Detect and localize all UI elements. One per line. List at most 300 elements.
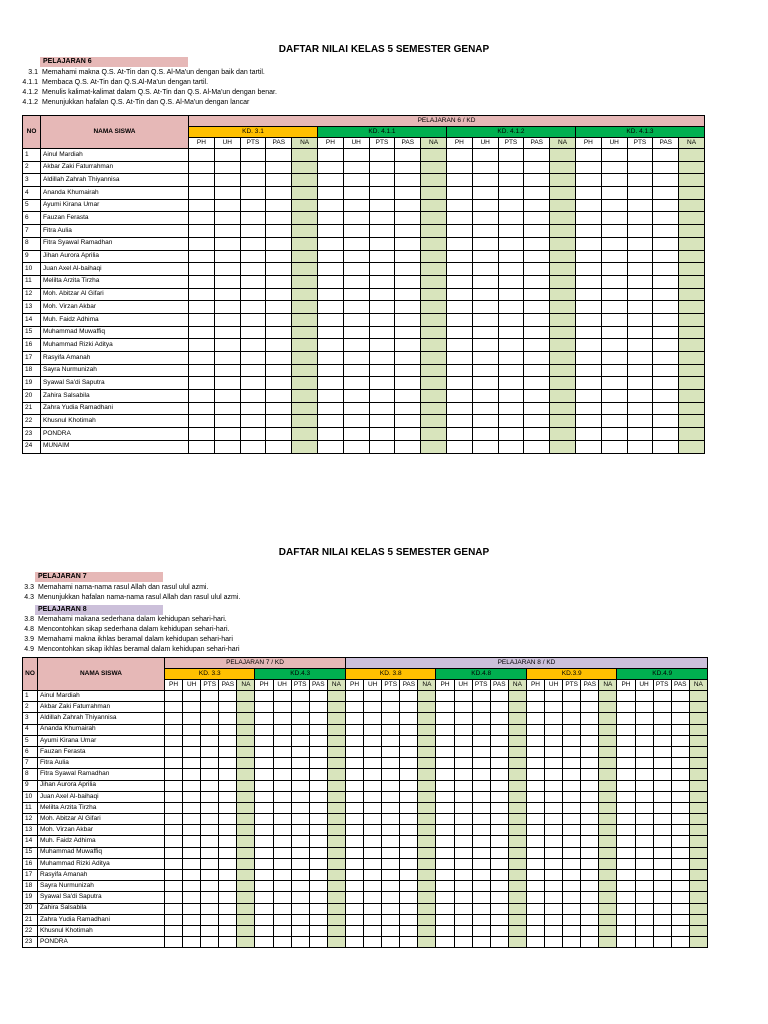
score-cell-ph[interactable]: [317, 415, 343, 428]
score-cell-pts[interactable]: [369, 149, 395, 162]
score-cell-ph[interactable]: [255, 691, 273, 702]
score-cell-ph[interactable]: [346, 925, 364, 936]
score-cell-pas[interactable]: [219, 780, 237, 791]
score-cell-pas[interactable]: [490, 724, 508, 735]
score-cell-na[interactable]: [550, 275, 576, 288]
score-cell-pts[interactable]: [498, 263, 524, 276]
score-cell-uh[interactable]: [214, 250, 240, 263]
score-cell-uh[interactable]: [214, 187, 240, 200]
score-cell-pts[interactable]: [563, 702, 581, 713]
score-cell-ph[interactable]: [446, 326, 472, 339]
score-cell-pas[interactable]: [524, 199, 550, 212]
score-cell-ph[interactable]: [255, 937, 273, 948]
score-cell-uh[interactable]: [601, 301, 627, 314]
score-cell-pts[interactable]: [472, 847, 490, 858]
score-cell-na[interactable]: [327, 925, 345, 936]
score-cell-pts[interactable]: [627, 149, 653, 162]
score-cell-uh[interactable]: [472, 301, 498, 314]
score-cell-pas[interactable]: [653, 339, 679, 352]
score-cell-uh[interactable]: [214, 326, 240, 339]
score-cell-uh[interactable]: [635, 858, 653, 869]
score-cell-pts[interactable]: [498, 352, 524, 365]
score-cell-ph[interactable]: [255, 769, 273, 780]
score-cell-ph[interactable]: [446, 301, 472, 314]
score-cell-pas[interactable]: [395, 212, 421, 225]
score-cell-ph[interactable]: [446, 149, 472, 162]
score-cell-pas[interactable]: [671, 724, 689, 735]
score-cell-ph[interactable]: [317, 187, 343, 200]
score-cell-pts[interactable]: [627, 301, 653, 314]
score-cell-na[interactable]: [418, 870, 436, 881]
score-cell-ph[interactable]: [189, 288, 215, 301]
score-cell-pas[interactable]: [395, 174, 421, 187]
score-cell-ph[interactable]: [189, 428, 215, 441]
score-cell-uh[interactable]: [454, 836, 472, 847]
score-cell-pts[interactable]: [291, 735, 309, 746]
score-cell-na[interactable]: [550, 339, 576, 352]
score-cell-pas[interactable]: [309, 691, 327, 702]
score-cell-ph[interactable]: [617, 847, 635, 858]
score-cell-ph[interactable]: [526, 769, 544, 780]
score-cell-pas[interactable]: [266, 440, 292, 453]
score-cell-pts[interactable]: [382, 937, 400, 948]
score-cell-pts[interactable]: [563, 914, 581, 925]
score-cell-ph[interactable]: [575, 225, 601, 238]
score-cell-pts[interactable]: [498, 313, 524, 326]
score-cell-na[interactable]: [418, 937, 436, 948]
score-cell-uh[interactable]: [635, 780, 653, 791]
score-cell-na[interactable]: [679, 440, 705, 453]
score-cell-ph[interactable]: [346, 847, 364, 858]
score-cell-pas[interactable]: [653, 288, 679, 301]
score-cell-pts[interactable]: [201, 903, 219, 914]
score-cell-uh[interactable]: [601, 339, 627, 352]
score-cell-pas[interactable]: [524, 428, 550, 441]
score-cell-uh[interactable]: [183, 870, 201, 881]
score-cell-uh[interactable]: [273, 702, 291, 713]
score-cell-ph[interactable]: [575, 364, 601, 377]
score-cell-pts[interactable]: [653, 746, 671, 757]
score-cell-pts[interactable]: [382, 814, 400, 825]
score-cell-pts[interactable]: [498, 364, 524, 377]
score-cell-uh[interactable]: [635, 892, 653, 903]
score-cell-ph[interactable]: [436, 903, 454, 914]
score-cell-na[interactable]: [421, 187, 447, 200]
score-cell-na[interactable]: [550, 377, 576, 390]
score-cell-pas[interactable]: [400, 791, 418, 802]
score-cell-pts[interactable]: [240, 301, 266, 314]
score-cell-na[interactable]: [689, 892, 707, 903]
score-cell-pas[interactable]: [490, 769, 508, 780]
score-cell-pas[interactable]: [266, 326, 292, 339]
score-cell-pas[interactable]: [400, 746, 418, 757]
score-cell-pas[interactable]: [653, 428, 679, 441]
score-cell-uh[interactable]: [545, 937, 563, 948]
score-cell-pts[interactable]: [240, 364, 266, 377]
score-cell-ph[interactable]: [575, 161, 601, 174]
score-cell-na[interactable]: [421, 313, 447, 326]
score-cell-uh[interactable]: [343, 250, 369, 263]
score-cell-pts[interactable]: [627, 313, 653, 326]
score-cell-na[interactable]: [508, 858, 526, 869]
score-cell-pas[interactable]: [395, 402, 421, 415]
score-cell-pts[interactable]: [291, 713, 309, 724]
score-cell-pts[interactable]: [240, 250, 266, 263]
score-cell-uh[interactable]: [183, 702, 201, 713]
score-cell-ph[interactable]: [436, 802, 454, 813]
score-cell-pas[interactable]: [309, 713, 327, 724]
score-cell-uh[interactable]: [183, 691, 201, 702]
score-cell-na[interactable]: [327, 881, 345, 892]
score-cell-pts[interactable]: [201, 836, 219, 847]
score-cell-pts[interactable]: [472, 903, 490, 914]
score-cell-uh[interactable]: [273, 836, 291, 847]
score-cell-ph[interactable]: [346, 702, 364, 713]
score-cell-pas[interactable]: [309, 881, 327, 892]
score-cell-pts[interactable]: [382, 735, 400, 746]
score-cell-ph[interactable]: [436, 914, 454, 925]
score-cell-uh[interactable]: [343, 199, 369, 212]
score-cell-na[interactable]: [550, 288, 576, 301]
score-cell-uh[interactable]: [635, 802, 653, 813]
score-cell-pas[interactable]: [219, 858, 237, 869]
score-cell-pts[interactable]: [291, 858, 309, 869]
score-cell-na[interactable]: [550, 352, 576, 365]
score-cell-pas[interactable]: [400, 937, 418, 948]
score-cell-na[interactable]: [421, 275, 447, 288]
score-cell-pas[interactable]: [490, 925, 508, 936]
score-cell-ph[interactable]: [346, 903, 364, 914]
score-cell-na[interactable]: [237, 892, 255, 903]
score-cell-ph[interactable]: [165, 769, 183, 780]
score-cell-pas[interactable]: [395, 326, 421, 339]
score-cell-pts[interactable]: [498, 377, 524, 390]
score-cell-pas[interactable]: [581, 914, 599, 925]
score-cell-na[interactable]: [508, 836, 526, 847]
score-cell-pts[interactable]: [382, 870, 400, 881]
score-cell-na[interactable]: [599, 892, 617, 903]
score-cell-ph[interactable]: [346, 713, 364, 724]
score-cell-pas[interactable]: [671, 925, 689, 936]
score-cell-pts[interactable]: [382, 825, 400, 836]
score-cell-pas[interactable]: [490, 814, 508, 825]
score-cell-pas[interactable]: [490, 713, 508, 724]
score-cell-na[interactable]: [421, 390, 447, 403]
score-cell-uh[interactable]: [601, 174, 627, 187]
score-cell-na[interactable]: [421, 250, 447, 263]
score-cell-na[interactable]: [237, 702, 255, 713]
score-cell-ph[interactable]: [317, 301, 343, 314]
score-cell-uh[interactable]: [273, 847, 291, 858]
score-cell-pts[interactable]: [653, 791, 671, 802]
score-cell-ph[interactable]: [165, 858, 183, 869]
score-cell-na[interactable]: [327, 892, 345, 903]
score-cell-pts[interactable]: [291, 691, 309, 702]
score-cell-uh[interactable]: [273, 746, 291, 757]
score-cell-pas[interactable]: [266, 212, 292, 225]
score-cell-pas[interactable]: [581, 780, 599, 791]
score-cell-na[interactable]: [292, 440, 318, 453]
score-cell-uh[interactable]: [545, 780, 563, 791]
score-cell-ph[interactable]: [575, 440, 601, 453]
score-cell-na[interactable]: [689, 903, 707, 914]
score-cell-pas[interactable]: [400, 702, 418, 713]
score-cell-uh[interactable]: [364, 881, 382, 892]
score-cell-uh[interactable]: [472, 250, 498, 263]
score-cell-ph[interactable]: [526, 691, 544, 702]
score-cell-ph[interactable]: [165, 780, 183, 791]
score-cell-na[interactable]: [550, 364, 576, 377]
score-cell-uh[interactable]: [364, 870, 382, 881]
score-cell-pts[interactable]: [240, 339, 266, 352]
score-cell-uh[interactable]: [545, 881, 563, 892]
score-cell-pas[interactable]: [671, 814, 689, 825]
score-cell-ph[interactable]: [189, 187, 215, 200]
score-cell-pts[interactable]: [627, 326, 653, 339]
score-cell-uh[interactable]: [454, 847, 472, 858]
score-cell-pas[interactable]: [653, 275, 679, 288]
score-cell-pts[interactable]: [653, 847, 671, 858]
score-cell-na[interactable]: [679, 377, 705, 390]
score-cell-uh[interactable]: [635, 691, 653, 702]
score-cell-ph[interactable]: [446, 199, 472, 212]
score-cell-na[interactable]: [421, 225, 447, 238]
score-cell-pas[interactable]: [395, 313, 421, 326]
score-cell-pts[interactable]: [563, 870, 581, 881]
score-cell-ph[interactable]: [165, 825, 183, 836]
score-cell-ph[interactable]: [617, 925, 635, 936]
score-cell-uh[interactable]: [343, 263, 369, 276]
score-cell-uh[interactable]: [454, 825, 472, 836]
score-cell-pas[interactable]: [490, 937, 508, 948]
score-cell-pas[interactable]: [524, 377, 550, 390]
score-cell-na[interactable]: [599, 791, 617, 802]
score-cell-ph[interactable]: [575, 390, 601, 403]
score-cell-uh[interactable]: [364, 903, 382, 914]
score-cell-pas[interactable]: [266, 237, 292, 250]
score-cell-na[interactable]: [421, 440, 447, 453]
score-cell-na[interactable]: [679, 390, 705, 403]
score-cell-na[interactable]: [550, 390, 576, 403]
score-cell-pts[interactable]: [653, 825, 671, 836]
score-cell-ph[interactable]: [165, 892, 183, 903]
score-cell-na[interactable]: [327, 847, 345, 858]
score-cell-na[interactable]: [327, 769, 345, 780]
score-cell-uh[interactable]: [454, 858, 472, 869]
score-cell-pas[interactable]: [490, 858, 508, 869]
score-cell-uh[interactable]: [183, 825, 201, 836]
score-cell-pas[interactable]: [219, 802, 237, 813]
score-cell-na[interactable]: [237, 724, 255, 735]
score-cell-na[interactable]: [679, 187, 705, 200]
score-cell-na[interactable]: [418, 881, 436, 892]
score-cell-uh[interactable]: [364, 825, 382, 836]
score-cell-ph[interactable]: [617, 914, 635, 925]
score-cell-uh[interactable]: [343, 212, 369, 225]
score-cell-na[interactable]: [679, 149, 705, 162]
score-cell-uh[interactable]: [454, 780, 472, 791]
score-cell-pts[interactable]: [627, 352, 653, 365]
score-cell-ph[interactable]: [436, 780, 454, 791]
score-cell-na[interactable]: [599, 847, 617, 858]
score-cell-na[interactable]: [237, 836, 255, 847]
score-cell-pts[interactable]: [627, 250, 653, 263]
score-cell-pts[interactable]: [240, 212, 266, 225]
score-cell-uh[interactable]: [183, 758, 201, 769]
score-cell-ph[interactable]: [165, 881, 183, 892]
score-cell-uh[interactable]: [343, 339, 369, 352]
score-cell-ph[interactable]: [255, 925, 273, 936]
score-cell-pas[interactable]: [266, 377, 292, 390]
score-cell-pts[interactable]: [472, 746, 490, 757]
score-cell-ph[interactable]: [617, 825, 635, 836]
score-cell-uh[interactable]: [454, 881, 472, 892]
score-cell-na[interactable]: [679, 288, 705, 301]
score-cell-pts[interactable]: [240, 313, 266, 326]
score-cell-na[interactable]: [292, 352, 318, 365]
score-cell-ph[interactable]: [165, 802, 183, 813]
score-cell-na[interactable]: [421, 301, 447, 314]
score-cell-pts[interactable]: [240, 187, 266, 200]
score-cell-ph[interactable]: [255, 724, 273, 735]
score-cell-ph[interactable]: [436, 735, 454, 746]
score-cell-pas[interactable]: [524, 326, 550, 339]
score-cell-na[interactable]: [292, 149, 318, 162]
score-cell-pts[interactable]: [498, 149, 524, 162]
score-cell-uh[interactable]: [214, 440, 240, 453]
score-cell-pts[interactable]: [563, 825, 581, 836]
score-cell-uh[interactable]: [545, 858, 563, 869]
score-cell-pas[interactable]: [266, 364, 292, 377]
score-cell-pts[interactable]: [201, 802, 219, 813]
score-cell-na[interactable]: [327, 758, 345, 769]
score-cell-pts[interactable]: [201, 691, 219, 702]
score-cell-na[interactable]: [508, 691, 526, 702]
score-cell-ph[interactable]: [526, 758, 544, 769]
score-cell-pts[interactable]: [369, 225, 395, 238]
score-cell-na[interactable]: [508, 769, 526, 780]
score-cell-pas[interactable]: [524, 440, 550, 453]
score-cell-pas[interactable]: [653, 161, 679, 174]
score-cell-pas[interactable]: [581, 814, 599, 825]
score-cell-ph[interactable]: [317, 174, 343, 187]
score-cell-ph[interactable]: [255, 847, 273, 858]
score-cell-pts[interactable]: [382, 691, 400, 702]
score-cell-ph[interactable]: [617, 858, 635, 869]
score-cell-uh[interactable]: [343, 301, 369, 314]
score-cell-pas[interactable]: [400, 925, 418, 936]
score-cell-ph[interactable]: [189, 275, 215, 288]
score-cell-ph[interactable]: [255, 836, 273, 847]
score-cell-uh[interactable]: [343, 225, 369, 238]
score-cell-pas[interactable]: [309, 814, 327, 825]
score-cell-na[interactable]: [550, 212, 576, 225]
score-cell-ph[interactable]: [255, 881, 273, 892]
score-cell-na[interactable]: [679, 364, 705, 377]
score-cell-pas[interactable]: [581, 881, 599, 892]
score-cell-na[interactable]: [292, 174, 318, 187]
score-cell-pas[interactable]: [490, 691, 508, 702]
score-cell-pas[interactable]: [653, 301, 679, 314]
score-cell-ph[interactable]: [575, 339, 601, 352]
score-cell-pas[interactable]: [395, 390, 421, 403]
score-cell-pas[interactable]: [671, 802, 689, 813]
score-cell-pts[interactable]: [498, 199, 524, 212]
score-cell-pts[interactable]: [653, 937, 671, 948]
score-cell-pts[interactable]: [472, 791, 490, 802]
score-cell-pas[interactable]: [219, 937, 237, 948]
score-cell-uh[interactable]: [635, 702, 653, 713]
score-cell-pas[interactable]: [490, 914, 508, 925]
score-cell-uh[interactable]: [343, 390, 369, 403]
score-cell-pts[interactable]: [201, 780, 219, 791]
score-cell-ph[interactable]: [575, 187, 601, 200]
score-cell-na[interactable]: [679, 415, 705, 428]
score-cell-uh[interactable]: [635, 724, 653, 735]
score-cell-ph[interactable]: [317, 199, 343, 212]
score-cell-na[interactable]: [599, 858, 617, 869]
score-cell-uh[interactable]: [454, 769, 472, 780]
score-cell-uh[interactable]: [364, 702, 382, 713]
score-cell-pas[interactable]: [581, 702, 599, 713]
score-cell-ph[interactable]: [165, 814, 183, 825]
score-cell-uh[interactable]: [454, 735, 472, 746]
score-cell-uh[interactable]: [472, 339, 498, 352]
score-cell-na[interactable]: [421, 415, 447, 428]
score-cell-uh[interactable]: [454, 802, 472, 813]
score-cell-ph[interactable]: [346, 758, 364, 769]
score-cell-pas[interactable]: [524, 313, 550, 326]
score-cell-ph[interactable]: [189, 364, 215, 377]
score-cell-pas[interactable]: [266, 415, 292, 428]
score-cell-pas[interactable]: [490, 702, 508, 713]
score-cell-na[interactable]: [508, 903, 526, 914]
score-cell-ph[interactable]: [317, 339, 343, 352]
score-cell-uh[interactable]: [601, 415, 627, 428]
score-cell-pas[interactable]: [395, 161, 421, 174]
score-cell-ph[interactable]: [165, 836, 183, 847]
score-cell-uh[interactable]: [364, 847, 382, 858]
score-cell-pts[interactable]: [627, 390, 653, 403]
score-cell-na[interactable]: [599, 758, 617, 769]
score-cell-pas[interactable]: [266, 313, 292, 326]
score-cell-uh[interactable]: [214, 402, 240, 415]
score-cell-ph[interactable]: [165, 735, 183, 746]
score-cell-pas[interactable]: [219, 925, 237, 936]
score-cell-pts[interactable]: [498, 402, 524, 415]
score-cell-pts[interactable]: [653, 836, 671, 847]
score-cell-pts[interactable]: [369, 301, 395, 314]
score-cell-na[interactable]: [421, 199, 447, 212]
score-cell-ph[interactable]: [165, 937, 183, 948]
score-cell-na[interactable]: [550, 250, 576, 263]
score-cell-uh[interactable]: [472, 263, 498, 276]
score-cell-na[interactable]: [237, 802, 255, 813]
score-cell-pas[interactable]: [219, 735, 237, 746]
score-cell-pas[interactable]: [490, 881, 508, 892]
score-cell-na[interactable]: [599, 825, 617, 836]
score-cell-pts[interactable]: [472, 836, 490, 847]
score-cell-na[interactable]: [421, 326, 447, 339]
score-cell-na[interactable]: [421, 352, 447, 365]
score-cell-ph[interactable]: [617, 802, 635, 813]
score-cell-ph[interactable]: [526, 870, 544, 881]
score-cell-pts[interactable]: [201, 870, 219, 881]
score-cell-pas[interactable]: [309, 802, 327, 813]
score-cell-na[interactable]: [421, 237, 447, 250]
score-cell-pts[interactable]: [498, 390, 524, 403]
score-cell-na[interactable]: [237, 791, 255, 802]
